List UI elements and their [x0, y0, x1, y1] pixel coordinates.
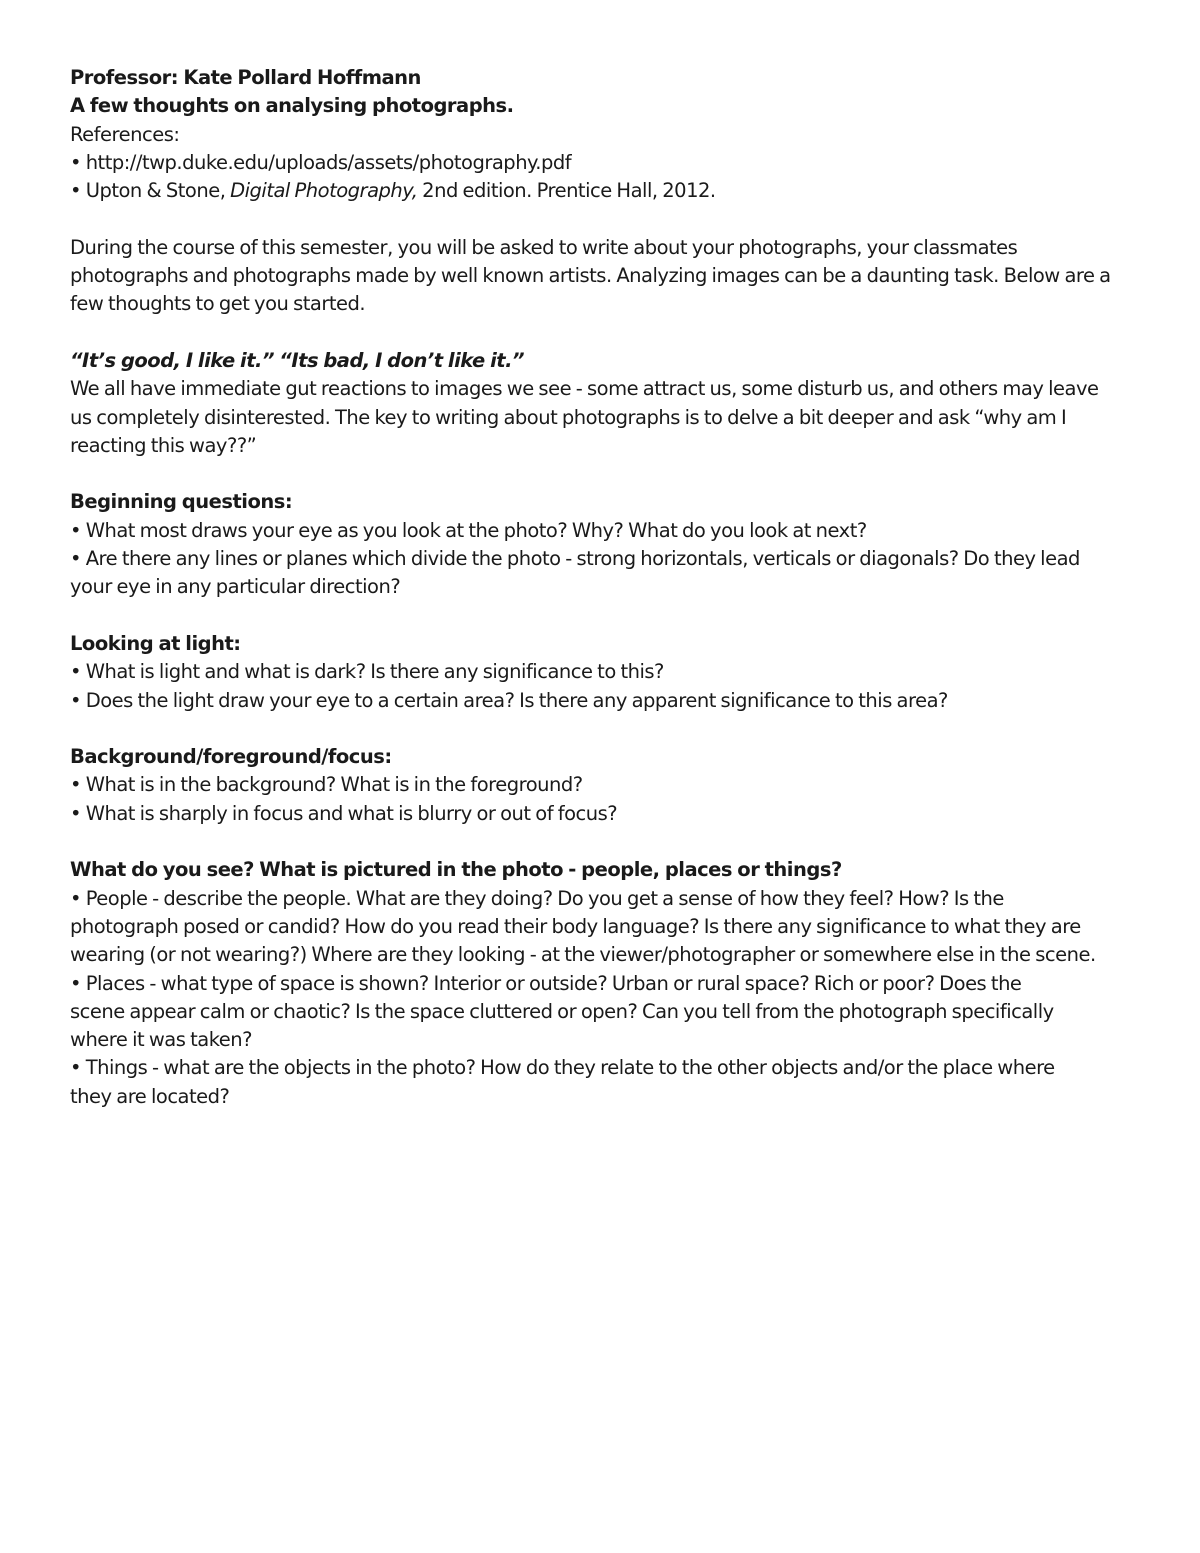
reference-book-suffix: 2nd edition. Prentice Hall, 2012. [417, 179, 716, 203]
reference-book-prefix: • Upton & Stone, [70, 179, 231, 203]
document-page [70, 64, 1140, 1111]
what-do-you-see-line: • People - describe the people. What are they doing? Do you get a sense of how they feel? How? Is the [70, 886, 1004, 910]
light-question-line: • Does the light draw your eye to a certain area? Is there any apparent significance to this area? [70, 688, 948, 712]
background-question-line: • What is sharply in focus and what is blurry or out of focus? [70, 801, 618, 825]
what-do-you-see-line: • Things - what are the objects in the photo? How do they relate to the other objects and/or the place where [70, 1056, 1055, 1080]
reference-book [70, 177, 1140, 205]
background-heading: Background/foreground/focus: [70, 745, 392, 769]
document-title: A few thoughts on analysing photographs. [70, 94, 514, 118]
reference-link[interactable]: • http://twp.duke.edu/uploads/assets/photography.pdf [70, 150, 572, 174]
what-do-you-see-line: wearing (or not wearing?) Where are they looking - at the viewer/photographer or somewhere else in the scene. [70, 943, 1096, 967]
what-do-you-see-line: photograph posed or candid? How do you read their body language? Is there any significance to what they are [70, 914, 1081, 938]
intro-line: photographs and photographs made by well known artists. Analyzing images can be a daunting task. Below are a [70, 264, 1111, 288]
beginning-question-line: • Are there any lines or planes which divide the photo - strong horizontals, verticals or diagonals? Do they lead [70, 547, 1080, 571]
what-do-you-see-line: • Places - what type of space is shown? Interior or outside? Urban or rural space? Rich or poor? Does the [70, 971, 1022, 995]
gut-reaction-line: We all have immediate gut reactions to images we see - some attract us, some disturb us, and others may leave [70, 377, 1099, 401]
intro-line: few thoughts to get you started. [70, 292, 366, 316]
what-do-you-see-line: scene appear calm or chaotic? Is the space cluttered or open? Can you tell from the photograph specifically [70, 999, 1054, 1023]
beginning-questions-heading: Beginning questions: [70, 490, 293, 514]
what-do-you-see-line: where it was taken? [70, 1028, 253, 1052]
gut-reaction-line: reacting this way??” [70, 433, 257, 457]
background-question-line: • What is in the background? What is in the foreground? [70, 773, 583, 797]
gut-reaction-heading: “It’s good, I like it.” “Its bad, I don’t like it.” [70, 348, 525, 372]
professor-name: Professor: Kate Pollard Hoffmann [70, 66, 421, 89]
references-label: References: [70, 122, 180, 146]
reference-book-title: Digital Photography, [230, 179, 418, 203]
what-do-you-see-heading: What do you see? What is pictured in the photo - people, places or things? [70, 858, 842, 882]
intro-line: During the course of this semester, you will be asked to write about your photographs, your classmates [70, 235, 1018, 259]
what-do-you-see-line: they are located? [70, 1084, 230, 1108]
gut-reaction-line: us completely disinterested. The key to writing about photographs is to delve a bit deeper and ask “why am I [70, 405, 1067, 429]
beginning-question-line: • What most draws your eye as you look at the photo? Why? What do you look at next? [70, 518, 867, 542]
light-heading: Looking at light: [70, 631, 241, 655]
light-question-line: • What is light and what is dark? Is there any significance to this? [70, 660, 664, 684]
beginning-question-line: your eye in any particular direction? [70, 575, 401, 599]
